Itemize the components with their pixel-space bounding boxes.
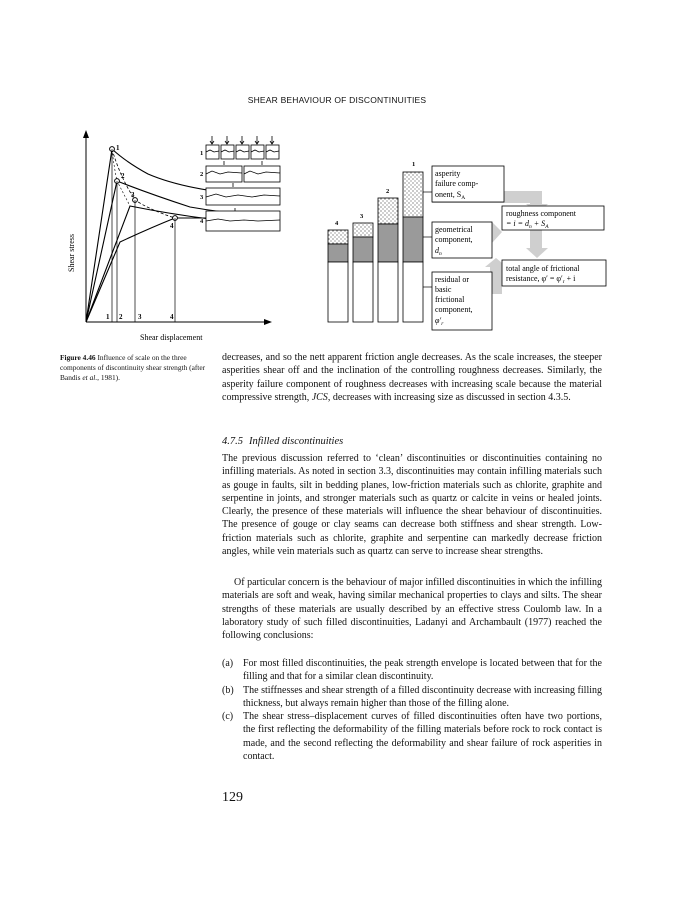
curve-label-1: 1 [116,144,120,152]
total-box [502,260,606,286]
section-heading: 4.7.5 Infilled discontinuities [222,436,344,447]
paragraph-1: The previous discussion referred to ‘clean’ discontinuities or discontinuities containing no infilling materials. As noted in section 3.3, discontinuities may contain infilling materials such as gouge in faults, silt in bedding planes, low-friction materials such as chlorite, graphite and serpentine in joints, and stronger materials such as quartz or calcite in veins or healed joints. Clearly, the presence of these materials will influence the shear behaviour of discontinuities. The presence of gouge or clay seams can decrease both stiffness and shear strength. Low-friction materials such as chlorite, graphite and serpentine can markedly decrease friction angles, while vein materials such as quartz can serve to increase shear strengths. [222,453,602,558]
svg-text:= i = dn + SA: = $i = d_n + S_A$ [506,219,549,230]
bar-label-3: 3 [360,213,364,220]
sample-label-2: 2 [200,171,204,178]
specimen-sketches [206,136,280,231]
svg-text:component,: component, [435,235,473,244]
sample-row-3 [206,183,280,205]
svg-text:asperity: asperity [435,169,461,178]
residual-box [432,272,492,330]
x-axis-arrow [264,319,272,325]
conclusions-list [222,657,602,763]
paragraph-2: Of particular concern is the behaviour of major infilled discontinuities in which the infilling materials are soft and weak, having similar mechanical properties to clays and silts. The shear strengths of these materials are usually described by an effective stress Coulomb law. In a laboratory study of such filled discontinuities, Ladanyi and Archambault (1977) reached the following conclusions: [222,577,602,642]
left-plot [67,130,280,342]
svg-text:onent, SA: onent, $S_A$ [435,190,466,201]
geometrical-box [432,222,492,258]
bar-2-asperity [378,198,398,224]
bar-1-geometrical [403,217,423,262]
bar-1-asperity [403,172,423,217]
bar-1-residual [403,262,423,322]
curve-label-3: 3 [131,191,135,199]
sample-label-3: 3 [200,194,204,201]
xlabel: Shear displacement [140,333,203,342]
curve-label-2: 2 [121,172,125,180]
bar-3-asperity [353,223,373,237]
svg-text:roughness component: roughness component [506,209,576,218]
bar-2-residual [378,262,398,322]
axis-label-3: 3 [138,313,142,321]
intro-paragraph: decreases, and so the nett apparent friction angle decreases. As the scale increases, the steeper asperities shear off and the inclination of the controlling roughness decreases. Similarly, the asperity failure component of roughness decreases with increasing scale because the material compressive strength, JCS, decreases with increasing size as discussed in section 4.3.5. [222,352,602,403]
bar-3-geometrical [353,237,373,262]
right-chart [328,161,606,330]
sample-row-4 [206,208,280,231]
axis-label-4: 4 [170,313,174,321]
list-item: (b) The stiffnesses and shear strength of a filled discontinuity decrease with increasing filling thickness, but always remain higher than those of the filling alone. [222,684,602,709]
curve-label-4: 4 [170,222,174,230]
sample-row-2 [206,161,280,182]
figure-4-46 [60,122,620,354]
figure-caption: Figure 4.46 Influence of scale on the three components of discontinuity shear strength (after Bandis et al., 1981). [60,353,206,382]
svg-text:geometrical: geometrical [435,225,473,234]
svg-text:total angle of frictional: total angle of frictional [506,264,580,273]
svg-text:basic: basic [435,285,452,294]
svg-text:component,: component, [435,305,473,314]
axis-label-1: 1 [106,313,110,321]
svg-text:residual or: residual or [435,275,469,284]
svg-text:resistance, φ′ = φ′r + i: resistance, $\varphi' = \varphi'_r + i$ [506,274,576,285]
bar-label-1: 1 [412,161,416,168]
peak-envelope [112,149,175,218]
bar-4-residual [328,262,348,322]
list-item: (c) The shear stress–displacement curves of filled discontinuities often have two portions, the first reflecting the deformability of the filling materials before rock to rock contact is made, and the second reflecting the deformability and shear failure of rock asperities in contact. [222,711,602,763]
svg-text:frictional: frictional [435,295,465,304]
axis-label-2: 2 [119,313,123,321]
bar-4-geometrical [328,244,348,262]
roughness-box [502,206,604,230]
bar-2-geometrical [378,224,398,262]
bar-4-asperity [328,230,348,244]
svg-text:φ′r: $\varphi'_r$ [435,316,444,327]
list-item: (a) For most filled discontinuities, the peak strength envelope is located between that for the filling and that for a similar clean discontinuity. [222,658,602,683]
y-axis-arrow [83,130,89,138]
curve-4 [86,218,266,322]
bar-3-residual [353,262,373,322]
bar-label-2: 2 [386,188,390,195]
asperity-box [432,166,504,202]
ylabel: Shear stress [67,234,76,272]
sample-row-1 [206,136,279,159]
svg-text:dn: $d_n$ [435,246,442,257]
page-number: 129 [222,790,243,805]
sample-label-4: 4 [200,218,204,225]
svg-text:failure comp-: failure comp- [435,179,479,188]
sample-label-1: 1 [200,150,204,157]
running-header: SHEAR BEHAVIOUR OF DISCONTINUITIES [247,95,427,105]
bar-label-4: 4 [335,220,339,227]
